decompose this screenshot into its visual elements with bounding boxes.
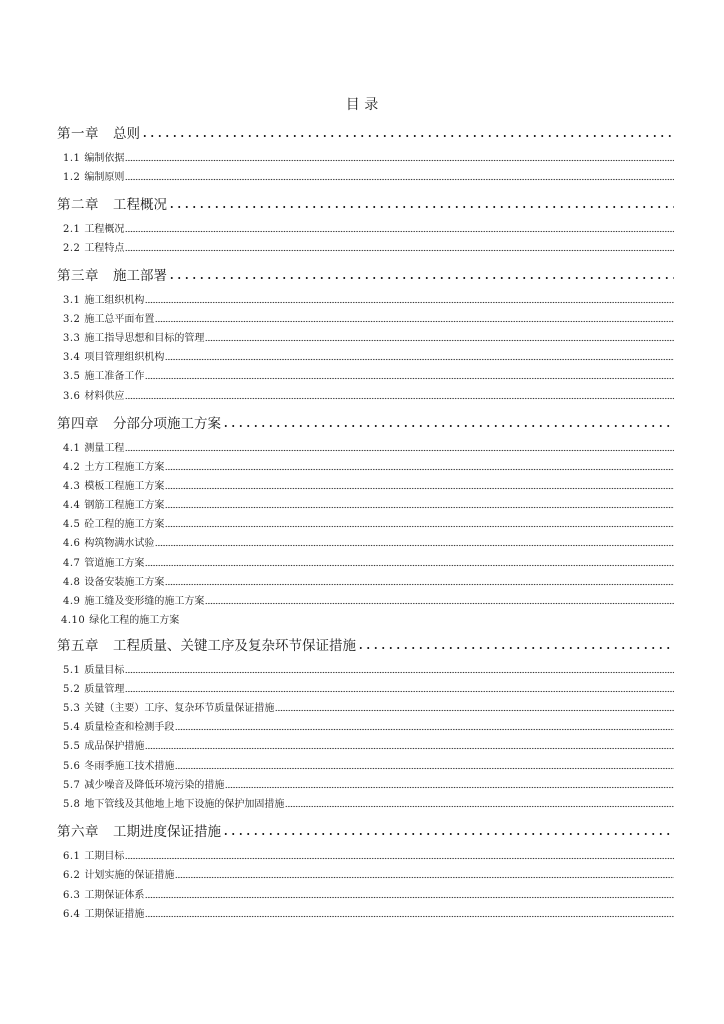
- toc-entry-number: 第五章: [57, 638, 99, 654]
- toc-section-entry: [63, 777, 674, 791]
- toc-entry-text: 施工缝及变形缝的施工方案: [84, 596, 205, 607]
- toc-section-entry: [63, 796, 674, 810]
- toc-entry-number: 1.2: [63, 172, 81, 183]
- toc-entry-text: 工程质量、关键工序及复杂环节保证措施: [113, 638, 356, 654]
- toc-dot-leader: [145, 747, 674, 750]
- toc-section-entry: [63, 555, 674, 569]
- toc-entry-number: 4.6: [63, 538, 81, 549]
- toc-entry-number: 4.3: [63, 481, 81, 492]
- toc-entry-number: 6.3: [63, 890, 81, 901]
- toc-entry-label: [63, 310, 155, 325]
- toc-entry-text: 质量目标: [84, 665, 125, 676]
- toc-entry-text: 钢筋工程施工方案: [84, 500, 165, 511]
- toc-entry-text: 减少噪音及降低环境污染的措施: [84, 780, 225, 791]
- toc-dot-leader: [165, 487, 674, 490]
- toc-entry-number: 第二章: [57, 197, 99, 213]
- toc-entry-label: [63, 886, 145, 901]
- toc-dot-leader: [357, 646, 674, 650]
- toc-dot-leader: [275, 709, 674, 712]
- toc-entry-label: [63, 680, 125, 695]
- toc-entry-label: [63, 757, 175, 772]
- toc-entry-number: 4.7: [63, 558, 81, 569]
- toc-entry-text: 材料供应: [84, 391, 125, 402]
- toc-entry-label: [63, 477, 165, 492]
- toc-entry-text: 工期保证体系: [84, 890, 145, 901]
- toc-section-entry: [63, 887, 674, 901]
- toc-entry-label: [63, 239, 125, 254]
- toc-section-entry: [63, 311, 674, 325]
- toc-entry-text: 工期目标: [84, 851, 125, 862]
- toc-entry-text: 项目管理组织机构: [84, 352, 165, 363]
- toc-entry-label: [63, 439, 125, 454]
- toc-entry-number: 4.4: [63, 500, 81, 511]
- toc-dot-leader: [125, 178, 674, 181]
- toc-entry-label: [57, 193, 168, 213]
- toc-dot-leader: [205, 602, 674, 605]
- toc-dot-leader: [145, 301, 674, 304]
- toc-entry-number: 5.4: [63, 722, 81, 733]
- toc-entry-number: 3.4: [63, 352, 81, 363]
- toc-entry-label: [63, 329, 205, 344]
- toc-section-entry: [63, 574, 674, 588]
- toc-entry-label: [63, 795, 285, 810]
- toc-entry-number: 第三章: [57, 268, 99, 284]
- toc-entry-label: [63, 718, 175, 733]
- toc-section-entry: [63, 221, 674, 235]
- toc-entry-text: 模板工程施工方案: [84, 481, 165, 492]
- toc-title: 目 录: [345, 97, 379, 113]
- toc-section-entry: [63, 440, 674, 454]
- toc-entry-text: 计划实施的保证措施: [84, 870, 175, 881]
- toc-entry-label: [63, 905, 145, 920]
- toc-dot-leader: [125, 230, 674, 233]
- toc-entry-number: 3.3: [63, 333, 81, 344]
- toc-section-entry: [63, 459, 674, 473]
- toc-entry-text: 施工部署: [113, 268, 167, 284]
- toc-entry-label: [63, 776, 225, 791]
- toc-chapter-entry: [57, 193, 674, 213]
- toc-dot-leader: [175, 876, 674, 879]
- toc-entry-number: 第六章: [57, 824, 99, 840]
- toc-entry-label: [63, 534, 155, 549]
- toc-section-entry: [63, 719, 674, 733]
- toc-dot-leader: [125, 249, 674, 252]
- toc-dot-leader: [125, 159, 674, 162]
- toc-dot-leader: [175, 728, 674, 731]
- toc-chapter-entry: [57, 634, 674, 654]
- toc-entry-text: 施工准备工作: [84, 371, 145, 382]
- toc-entry-number: 第一章: [57, 126, 99, 142]
- toc-section-entry: [63, 388, 674, 402]
- toc-entry-number: 5.3: [63, 703, 81, 714]
- toc-entry-text: 绿化工程的施工方案: [89, 615, 180, 626]
- toc-dot-leader: [225, 786, 674, 789]
- toc-dot-leader: [165, 583, 674, 586]
- toc-section-entry: [63, 867, 674, 881]
- toc-dot-leader: [168, 205, 674, 209]
- toc-entry-number: 5.8: [63, 799, 81, 810]
- toc-dot-leader: [125, 449, 674, 452]
- toc-chapter-entry: [57, 122, 674, 142]
- toc-entry-label: [63, 496, 165, 511]
- toc-entry-number: 6.4: [63, 909, 81, 920]
- toc-dot-leader: [165, 506, 674, 509]
- toc-entry-label: [63, 515, 165, 530]
- toc-dot-leader: [165, 358, 674, 361]
- toc-entry-label: [63, 348, 165, 363]
- toc-entry-text: 测量工程: [84, 443, 125, 454]
- toc-section-entry: [63, 330, 674, 344]
- toc-section-entry: [63, 738, 674, 752]
- toc-section-entry: [63, 368, 674, 382]
- toc-entry-text: 施工总平面布置: [84, 314, 155, 325]
- toc-entry-number: 3.5: [63, 371, 81, 382]
- toc-entry-text: 质量检查和检测手段: [84, 722, 175, 733]
- toc-entry-label: [63, 291, 145, 306]
- toc-entry-label: [63, 573, 165, 588]
- toc-entry-number: 3.1: [63, 295, 81, 306]
- toc-section-entry: [63, 700, 674, 714]
- toc-entry-number: 2.1: [63, 224, 81, 235]
- toc-entry-text: 编制原则: [84, 172, 125, 183]
- toc-entry-text: 土方工程施工方案: [84, 462, 165, 473]
- toc-section-entry: [63, 662, 674, 676]
- toc-entry-text: 分部分项施工方案: [113, 416, 221, 432]
- toc-entry-number: 4.8: [63, 577, 81, 588]
- toc-entry-label: [63, 699, 275, 714]
- toc-entry-number: 3.2: [63, 314, 81, 325]
- toc-chapter-entry: [57, 820, 674, 840]
- toc-section-entry: [63, 349, 674, 363]
- toc-section-entry: [63, 906, 674, 920]
- toc-dot-leader: [141, 134, 674, 138]
- toc-section-entry: [63, 240, 674, 254]
- toc-entry-number: 4.2: [63, 462, 81, 473]
- toc-entry-text: 编制依据: [84, 153, 125, 164]
- toc-entry-text: 冬雨季施工技术措施: [84, 761, 175, 772]
- toc-entry-text: 构筑物满水试验: [84, 538, 155, 549]
- toc-dot-leader: [125, 857, 674, 860]
- toc-entry-label: [63, 847, 125, 862]
- toc-entry-number: 5.6: [63, 761, 81, 772]
- toc-entry-label: [63, 149, 125, 164]
- toc-entry-label: [63, 367, 145, 382]
- toc-dot-leader: [145, 915, 674, 918]
- toc-section-entry: [63, 169, 674, 183]
- toc-entry-text: 工程概况: [113, 197, 167, 213]
- toc-section-entry: [61, 612, 672, 626]
- toc-entry-text: 质量管理: [84, 684, 125, 695]
- toc-entry-label: [63, 220, 125, 235]
- toc-dot-leader: [165, 525, 674, 528]
- toc-entry-label: [57, 820, 222, 840]
- toc-dot-leader: [285, 805, 674, 808]
- toc-entry-text: 地下管线及其他地上地下设施的保护加固措施: [84, 799, 285, 810]
- toc-entry-label: [61, 611, 180, 626]
- toc-dot-leader: [165, 468, 674, 471]
- toc-entry-number: 4.9: [63, 596, 81, 607]
- toc-dot-leader: [125, 671, 674, 674]
- toc-dot-leader: [155, 544, 674, 547]
- toc-entry-number: 6.2: [63, 870, 81, 881]
- toc-entry-label: [63, 458, 165, 473]
- toc-section-entry: [63, 478, 674, 492]
- toc-entry-label: [63, 554, 145, 569]
- toc-dot-leader: [222, 832, 674, 836]
- toc-entry-text: 工程特点: [84, 243, 125, 254]
- toc-section-entry: [63, 681, 674, 695]
- toc-section-entry: [63, 848, 674, 862]
- toc-entry-text: 设备安装施工方案: [84, 577, 165, 588]
- toc-entry-number: 5.7: [63, 780, 81, 791]
- toc-entry-label: [63, 592, 205, 607]
- toc-entry-label: [63, 168, 125, 183]
- toc-section-entry: [63, 758, 674, 772]
- toc-dot-leader: [205, 339, 674, 342]
- toc-entry-number: 1.1: [63, 153, 81, 164]
- toc-entry-label: [57, 412, 222, 432]
- toc-entry-text: 工期进度保证措施: [113, 824, 221, 840]
- toc-dot-leader: [175, 767, 674, 770]
- toc-dot-leader: [145, 377, 674, 380]
- toc-entry-text: 管道施工方案: [84, 558, 145, 569]
- toc-section-entry: [63, 150, 674, 164]
- toc-dot-leader: [168, 276, 674, 280]
- toc-entry-number: 2.2: [63, 243, 81, 254]
- toc-entry-number: 5.5: [63, 741, 81, 752]
- toc-entry-number: 第四章: [57, 416, 99, 432]
- toc-section-entry: [63, 497, 674, 511]
- toc-chapter-entry: [57, 264, 674, 284]
- toc-entry-label: [57, 634, 357, 654]
- toc-dot-leader: [155, 320, 674, 323]
- toc-entry-number: 5.2: [63, 684, 81, 695]
- toc-entry-text: 工程概况: [84, 224, 125, 235]
- toc-entry-text: 施工组织机构: [84, 295, 145, 306]
- toc-section-entry: [63, 292, 674, 306]
- toc-entry-number: 5.1: [63, 665, 81, 676]
- toc-entry-number: 4.5: [63, 519, 81, 530]
- toc-entry-number: 3.6: [63, 391, 81, 402]
- toc-entry-label: [63, 661, 125, 676]
- toc-entry-text: 成品保护措施: [84, 741, 145, 752]
- toc-entry-text: 关键（主要）工序、复杂环节质量保证措施: [84, 703, 275, 714]
- toc-entry-text: 工期保证措施: [84, 909, 145, 920]
- toc-dot-leader: [222, 424, 674, 428]
- toc-entry-number: 6.1: [63, 851, 81, 862]
- toc-entry-label: [63, 866, 175, 881]
- toc-entry-label: [63, 737, 145, 752]
- toc-entry-text: 施工指导思想和目标的管理: [84, 333, 205, 344]
- toc-dot-leader: [125, 690, 674, 693]
- toc-entry-number: 4.10: [61, 615, 86, 626]
- toc-section-entry: [63, 516, 674, 530]
- toc-section-entry: [63, 535, 674, 549]
- toc-section-entry: [63, 593, 674, 607]
- toc-entry-text: 总则: [113, 126, 140, 142]
- toc-dot-leader: [125, 397, 674, 400]
- toc-entry-label: [57, 122, 141, 142]
- toc-entry-text: 砼工程的施工方案: [84, 519, 165, 530]
- toc-entry-label: [63, 387, 125, 402]
- toc-dot-leader: [145, 896, 674, 899]
- toc-entry-label: [57, 264, 168, 284]
- toc-entry-number: 4.1: [63, 443, 81, 454]
- toc-dot-leader: [145, 564, 674, 567]
- toc-chapter-entry: [57, 412, 674, 432]
